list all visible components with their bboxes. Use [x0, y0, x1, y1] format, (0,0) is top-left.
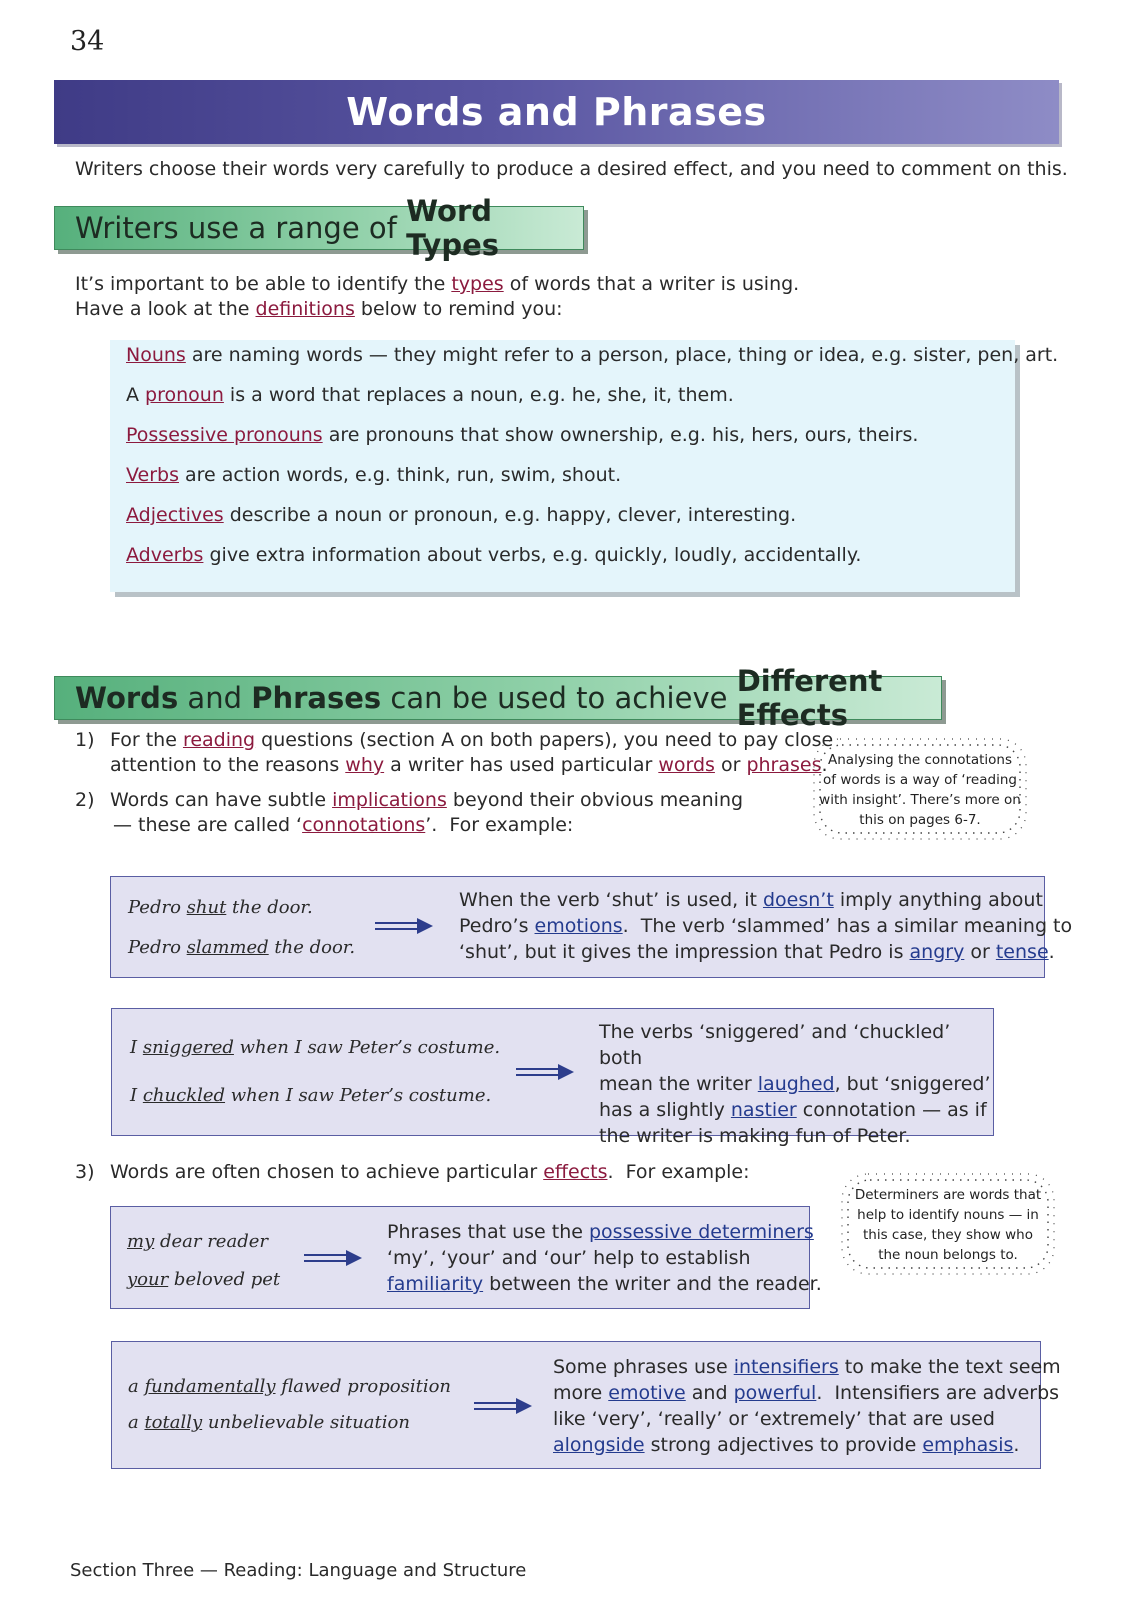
- page-title: Words and Phrases: [346, 90, 767, 134]
- link-types[interactable]: types: [451, 273, 504, 295]
- link-tense[interactable]: tense: [995, 941, 1049, 963]
- link-angry[interactable]: angry: [909, 941, 965, 963]
- term-link[interactable]: Nouns: [126, 344, 186, 366]
- example-box-2: [111, 1008, 994, 1147]
- footer-section-label: Section Three — Reading: Language and Structure: [70, 1560, 527, 1581]
- text: below to remind you:: [354, 298, 563, 320]
- explanation-line: [459, 939, 1072, 965]
- example-phrase: [128, 1412, 410, 1433]
- underlined-word: shut: [186, 897, 227, 918]
- link-definitions[interactable]: definitions: [255, 298, 355, 320]
- underlined-word: totally: [144, 1412, 203, 1433]
- text: mean the writer: [599, 1073, 758, 1095]
- text: or: [964, 941, 996, 963]
- example-phrase: [127, 1269, 280, 1290]
- explanation-line: [553, 1380, 1061, 1406]
- heading-bold: Words: [75, 681, 179, 715]
- explanation-line: [599, 1071, 993, 1097]
- heading-bold: Phrases: [251, 681, 382, 715]
- text: .: [821, 754, 828, 776]
- example-phrase: [128, 897, 313, 918]
- underlined-word: sniggered: [142, 1037, 234, 1058]
- underlined-word: slammed: [186, 937, 269, 958]
- page-number: 34: [70, 26, 105, 57]
- example-explanation: [459, 887, 1072, 965]
- example-explanation: [553, 1354, 1061, 1458]
- text: Have a look at the: [75, 298, 256, 320]
- underlined-word: my: [127, 1231, 155, 1252]
- title-banner: [54, 80, 1059, 144]
- text: Pedro: [128, 897, 187, 918]
- text: to make the text seem: [838, 1356, 1061, 1378]
- text: Phrases that use the: [387, 1221, 589, 1243]
- term-link[interactable]: Adjectives: [126, 504, 224, 526]
- example-phrase: [130, 1085, 491, 1106]
- text: between the writer and the reader.: [483, 1273, 822, 1295]
- link-effects[interactable]: effects: [543, 1161, 608, 1183]
- example-box-3: [110, 1206, 822, 1309]
- link-possessive-determiners[interactable]: possessive determiners: [589, 1221, 814, 1243]
- text: .: [1013, 1434, 1020, 1456]
- text: imply anything about: [833, 889, 1043, 911]
- text: unbelievable situation: [202, 1412, 410, 1433]
- text: — these are called ‘: [113, 814, 303, 836]
- text: and: [685, 1382, 734, 1404]
- item-line: [110, 788, 743, 813]
- text: I: [130, 1037, 143, 1058]
- text: . The verb ‘slammed’ has a similar meaning to: [622, 915, 1073, 937]
- example-phrase: [128, 937, 355, 958]
- section-heading-word-types: [54, 194, 584, 262]
- link-familiarity[interactable]: familiarity: [387, 1273, 484, 1295]
- item-number: 1): [75, 729, 95, 751]
- explanation-line: [553, 1432, 1061, 1458]
- link-doesnt[interactable]: doesn’t: [762, 889, 834, 911]
- right-arrow-icon: [472, 1395, 534, 1417]
- text: dear reader: [154, 1231, 268, 1252]
- term-link[interactable]: Possessive pronouns: [126, 424, 323, 446]
- explanation-line: [459, 887, 1072, 913]
- note-line: of words is a way of ‘reading: [823, 772, 1017, 788]
- text: a writer has used particular: [384, 754, 659, 776]
- text: For the: [110, 729, 183, 751]
- definitions-box: [110, 340, 1059, 592]
- text: beyond their obvious meaning: [446, 789, 744, 811]
- explanation-line: The verbs ‘sniggered’ and ‘chuckled’ both: [599, 1021, 951, 1069]
- example-explanation: [599, 1019, 993, 1149]
- explanation-line: [599, 1097, 993, 1123]
- link-connotations[interactable]: connotations: [302, 814, 426, 836]
- right-arrow-icon: [373, 915, 435, 937]
- heading-text: and: [178, 681, 252, 715]
- right-arrow-icon: [514, 1061, 576, 1083]
- right-arrow-icon: [302, 1247, 364, 1269]
- item-line: [110, 1160, 750, 1185]
- definition-row: [126, 464, 621, 486]
- heading-text: can be used to achieve: [381, 681, 737, 715]
- text: flawed proposition: [275, 1376, 452, 1397]
- paragraph-line: [75, 297, 799, 322]
- text: give extra information about verbs, e.g. quickly, loudly, accidentally.: [203, 544, 862, 566]
- text: beloved pet: [168, 1269, 281, 1290]
- link-alongside[interactable]: alongside: [553, 1434, 645, 1456]
- note-line: this case, they show who: [862, 1227, 1033, 1243]
- heading-bold: Different Effects: [736, 664, 883, 732]
- example-phrase: [130, 1037, 500, 1058]
- text: are action words, e.g. think, run, swim, shout.: [178, 464, 622, 486]
- link-powerful[interactable]: powerful: [733, 1382, 817, 1404]
- note-line: this on pages 6-7.: [859, 812, 981, 828]
- text: attention to the reasons: [110, 754, 346, 776]
- link-phrases[interactable]: phrases: [746, 754, 822, 776]
- list-item-3: [75, 1160, 755, 1188]
- note-line: help to identify nouns — in: [857, 1207, 1039, 1223]
- link-emphasis[interactable]: emphasis: [922, 1434, 1014, 1456]
- explanation-line: [553, 1354, 1061, 1380]
- text: are naming words — they might refer to a person, place, thing or idea, e.g. sister, pen, art.: [185, 344, 1059, 366]
- text: or: [714, 754, 747, 776]
- text: Pedro: [128, 937, 187, 958]
- text: .: [1048, 941, 1055, 963]
- intro-text: Writers choose their words very carefully to produce a desired effect, and you need to comment on this.: [75, 158, 1068, 180]
- text: ’. For example:: [425, 814, 574, 836]
- text: more: [553, 1382, 609, 1404]
- explanation-line: ‘my’, ‘your’ and ‘our’ help to establish: [387, 1247, 751, 1269]
- text: A: [126, 384, 146, 406]
- definition-row: [126, 384, 734, 406]
- example-explanation: [387, 1219, 822, 1297]
- explanation-line: like ‘very’, ‘really’ or ‘extremely’ that are used: [553, 1408, 995, 1430]
- item-line: [110, 753, 828, 778]
- text: is a word that replaces a noun, e.g. he, she, it, them.: [223, 384, 734, 406]
- explanation-line: [387, 1271, 822, 1297]
- definition-row: [126, 424, 918, 446]
- note-line: Determiners are words that: [854, 1187, 1042, 1203]
- link-implications[interactable]: implications: [332, 789, 447, 811]
- note-line: Analysing the connotations: [828, 752, 1012, 768]
- word-types-paragraph: [75, 272, 799, 322]
- term-link[interactable]: Adverbs: [126, 544, 204, 566]
- term-link[interactable]: pronoun: [145, 384, 224, 406]
- text: are pronouns that show ownership, e.g. his, hers, ours, theirs.: [322, 424, 919, 446]
- side-note-connotations: [810, 735, 1030, 843]
- item-number: 2): [75, 789, 95, 811]
- link-emotive[interactable]: emotive: [608, 1382, 686, 1404]
- list-item-1: [75, 728, 834, 782]
- text: questions (section A on both papers), you need to pay close: [255, 729, 834, 751]
- text: ‘shut’, but it gives the impression that Pedro is: [459, 941, 910, 963]
- text: Pedro’s: [459, 915, 535, 937]
- text: Words can have subtle: [110, 789, 333, 811]
- text: describe a noun or pronoun, e.g. happy, clever, interesting.: [223, 504, 797, 526]
- explanation-line: the writer is making fun of Peter.: [599, 1125, 911, 1147]
- text: has a slightly: [599, 1099, 731, 1121]
- section-heading-different-effects: [54, 664, 942, 732]
- side-note-determiners: [838, 1170, 1058, 1278]
- text: a: [128, 1376, 145, 1397]
- example-box-4: [111, 1341, 1061, 1469]
- note-line: with insight’. There’s more on: [819, 792, 1021, 808]
- underlined-word: fundamentally: [144, 1376, 276, 1397]
- item-line: [110, 728, 833, 753]
- item-line: [113, 813, 573, 838]
- text: connotation — as if: [796, 1099, 987, 1121]
- text: the door.: [226, 897, 313, 918]
- heading-text: Writers use a range of: [75, 211, 407, 245]
- link-why[interactable]: why: [345, 754, 385, 776]
- link-reading[interactable]: reading: [182, 729, 256, 751]
- definition-row: [126, 344, 1058, 366]
- text: when I saw Peter’s costume.: [233, 1037, 501, 1058]
- text: . Intensifiers are adverbs: [816, 1382, 1060, 1404]
- example-box-1: [110, 876, 1073, 978]
- list-item-2: [75, 788, 775, 842]
- definition-row: [126, 504, 796, 526]
- heading-bold: Word Types: [406, 194, 500, 262]
- text: I: [130, 1085, 143, 1106]
- link-intensifiers[interactable]: intensifiers: [733, 1356, 839, 1378]
- term-link[interactable]: Verbs: [126, 464, 179, 486]
- explanation-line: [387, 1219, 822, 1245]
- text: It’s important to be able to identify the: [75, 273, 452, 295]
- text: When the verb ‘shut’ is used, it: [459, 889, 763, 911]
- text: . For example:: [607, 1161, 750, 1183]
- link-laughed[interactable]: laughed: [757, 1073, 835, 1095]
- link-nastier[interactable]: nastier: [730, 1099, 797, 1121]
- text: of words that a writer is using.: [503, 273, 800, 295]
- text: Words are often chosen to achieve particular: [110, 1161, 544, 1183]
- text: a: [128, 1412, 145, 1433]
- paragraph-line: [75, 272, 799, 297]
- text: when I saw Peter’s costume.: [225, 1085, 492, 1106]
- text: Some phrases use: [553, 1356, 734, 1378]
- link-words[interactable]: words: [658, 754, 715, 776]
- link-emotions[interactable]: emotions: [534, 915, 623, 937]
- text: the door.: [268, 937, 356, 958]
- text: strong adjectives to provide: [644, 1434, 923, 1456]
- definition-row: [126, 544, 861, 566]
- item-number: 3): [75, 1161, 95, 1183]
- note-line: the noun belongs to.: [878, 1247, 1018, 1263]
- underlined-word: chuckled: [142, 1085, 226, 1106]
- underlined-word: your: [127, 1269, 169, 1290]
- example-phrase: [127, 1231, 268, 1252]
- example-phrase: [128, 1376, 451, 1397]
- explanation-line: [459, 913, 1072, 939]
- text: , but ‘sniggered’: [834, 1073, 991, 1095]
